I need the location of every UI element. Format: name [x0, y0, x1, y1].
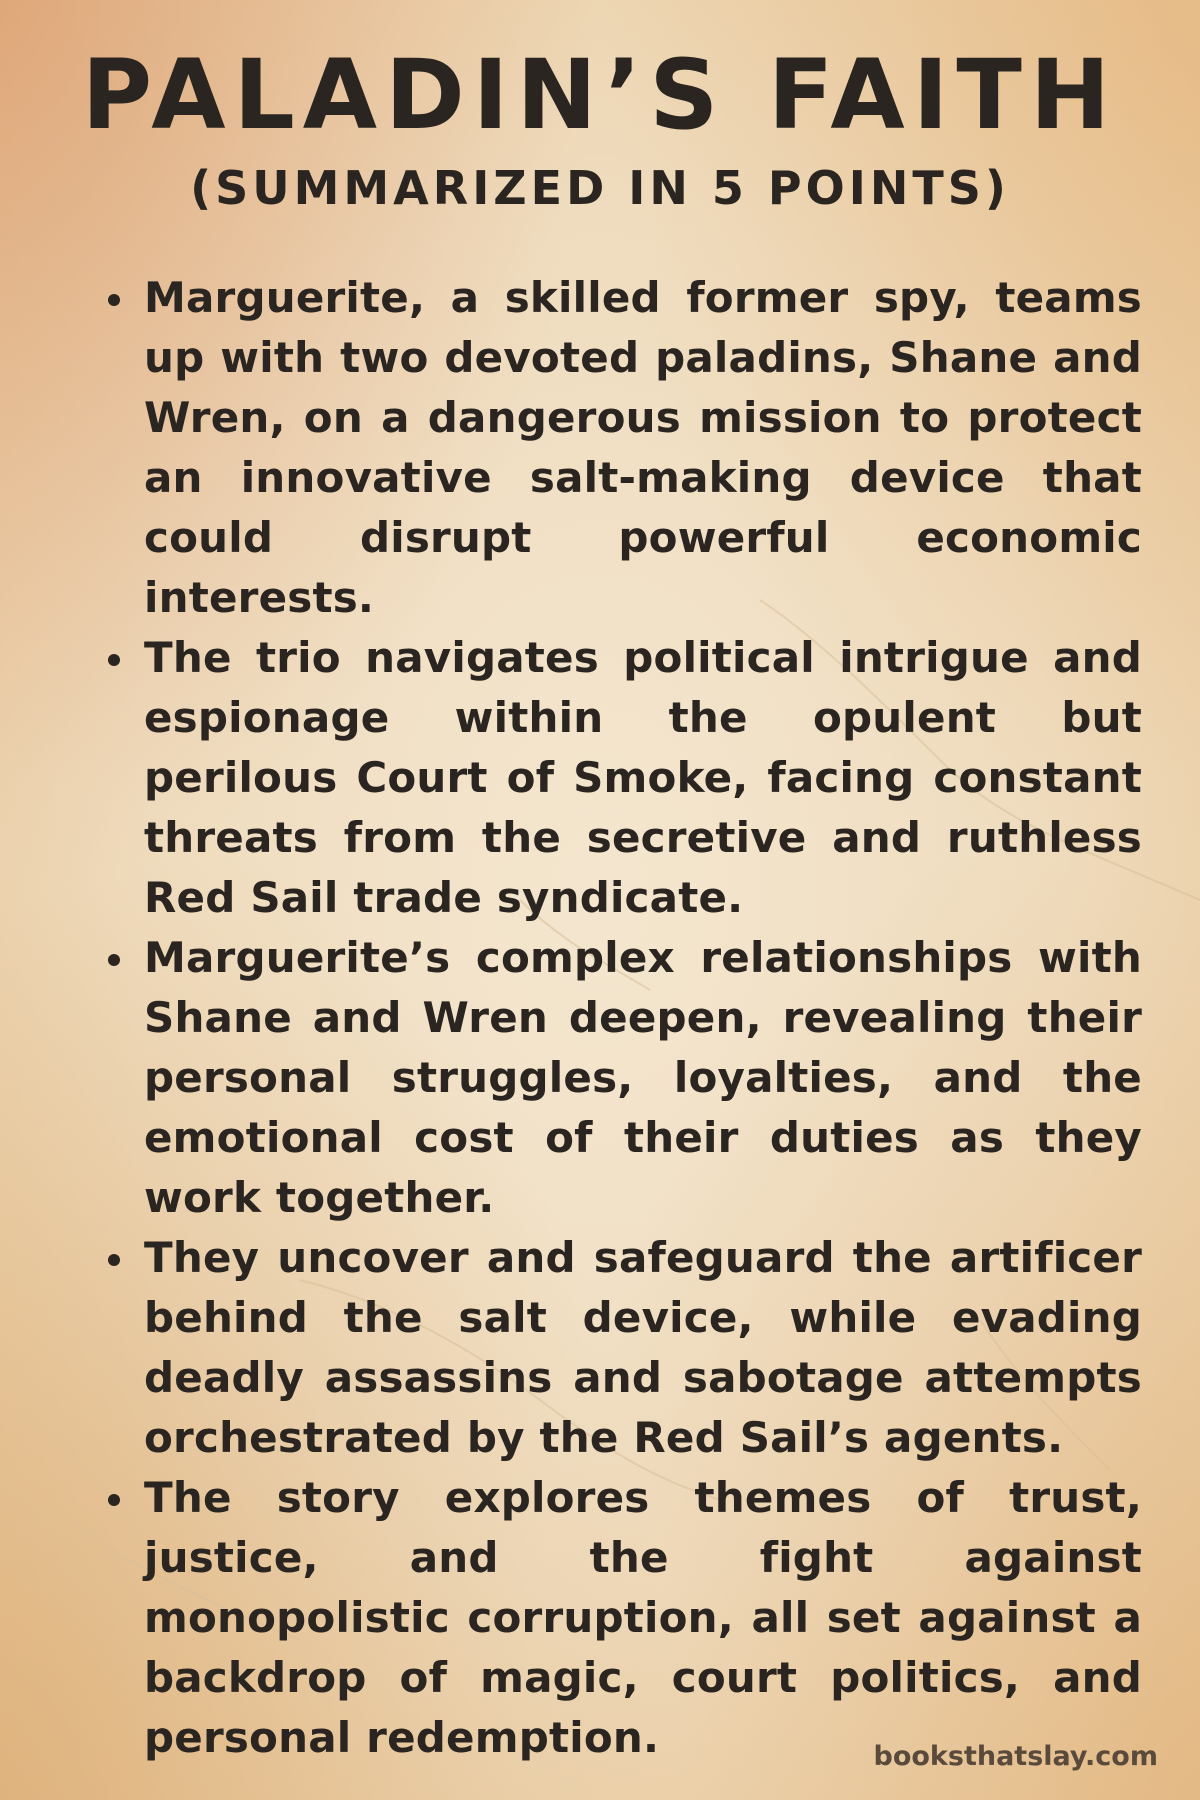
bullet-icon: [108, 1494, 120, 1506]
summary-points-list: [100, 268, 1142, 1768]
summary-point: [100, 928, 1142, 1228]
summary-point: [100, 1468, 1142, 1768]
page-title: PALADIN’S FAITH: [81, 39, 1119, 151]
bullet-icon: [108, 954, 120, 966]
bullet-icon: [108, 294, 120, 306]
summary-point-text: Marguerite’s complex relationships with Shane and Wren deepen, revealing their personal struggles, loyalties, and the emotional cost of their duties as they work together.: [144, 933, 1142, 1222]
bullet-icon: [108, 654, 120, 666]
summary-point-text: The trio navigates political intrigue and espionage within the opulent but perilous Court of Smoke, facing constant threats from the secretive and ruthless Red Sail trade syndicate.: [144, 633, 1142, 922]
summary-point: [100, 628, 1142, 928]
summary-point-text: They uncover and safeguard the artificer behind the salt device, while evading deadly assassins and sabotage attempts orchestrated by the Red Sail’s agents.: [144, 1233, 1142, 1462]
summary-point: [100, 268, 1142, 628]
bullet-icon: [108, 1254, 120, 1266]
summary-point-text: Marguerite, a skilled former spy, teams up with two devoted paladins, Shane and Wren, on a dangerous mission to protect an innovative salt-making device that could disrupt powerful economic interests.: [144, 273, 1142, 622]
summary-point: [100, 1228, 1142, 1468]
summary-point-text: The story explores themes of trust, justice, and the fight against monopolistic corruption, all set against a backdrop of magic, court politics, and personal redemption.: [144, 1473, 1142, 1762]
site-watermark: booksthatslay.com: [873, 1741, 1158, 1772]
page-subtitle: (SUMMARIZED IN 5 POINTS): [190, 161, 1010, 215]
